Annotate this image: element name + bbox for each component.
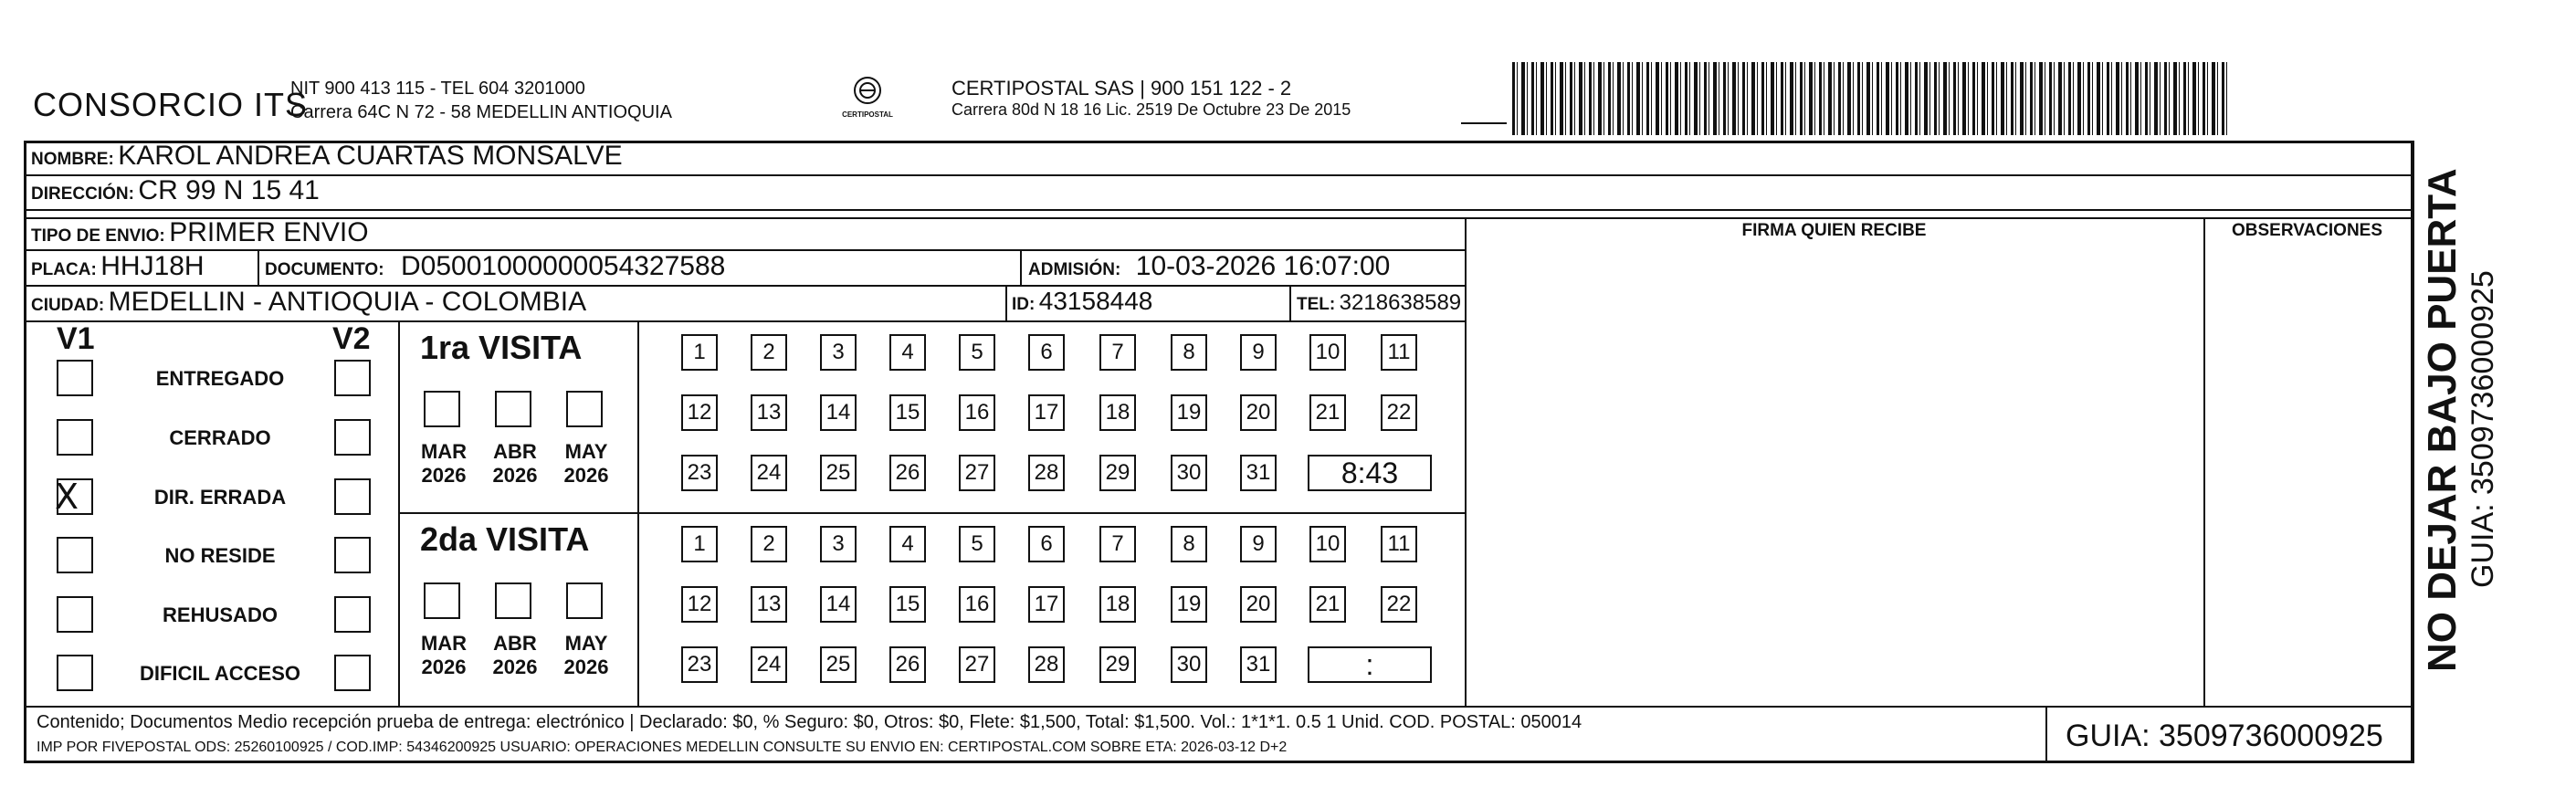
day-box[interactable]: 11 <box>1381 526 1417 562</box>
month-checkbox[interactable] <box>495 582 531 619</box>
placa-label: PLACA: <box>31 260 97 279</box>
day-box[interactable]: 20 <box>1240 586 1277 623</box>
day-box[interactable]: 23 <box>681 646 718 683</box>
month-label <box>416 440 471 488</box>
day-box[interactable]: 16 <box>959 586 995 623</box>
divider <box>1020 249 1022 285</box>
tel-label: TEL: <box>1297 295 1336 314</box>
v2-checkbox[interactable] <box>334 655 371 691</box>
day-box[interactable]: 29 <box>1099 646 1136 683</box>
divider <box>637 320 639 706</box>
v1-label: V1 <box>57 321 95 356</box>
company-name: CONSORCIO ITS <box>33 86 309 123</box>
month-label <box>488 632 542 679</box>
day-box[interactable]: 3 <box>820 334 857 371</box>
day-box[interactable]: 10 <box>1309 334 1346 371</box>
day-box[interactable]: 14 <box>820 394 857 431</box>
placa-row <box>31 251 205 282</box>
direccion-value: CR 99 N 15 41 <box>138 175 320 205</box>
visit-title: 2da VISITA <box>420 520 590 558</box>
direccion-label: DIRECCIÓN: <box>31 184 134 204</box>
firma-header: FIRMA QUIEN RECIBE <box>1741 221 1927 240</box>
day-box[interactable]: 25 <box>820 646 857 683</box>
day-box[interactable]: 2 <box>751 526 787 562</box>
documento-value: D05001000000054327588 <box>401 251 726 281</box>
day-box[interactable]: 26 <box>889 455 926 491</box>
divider <box>258 249 259 285</box>
day-box[interactable]: 1 <box>681 526 718 562</box>
day-box[interactable]: 6 <box>1028 526 1065 562</box>
id-row <box>1012 287 1152 316</box>
day-box[interactable]: 22 <box>1381 586 1417 623</box>
divider <box>24 706 2414 708</box>
day-box[interactable]: 7 <box>1099 334 1136 371</box>
day-box[interactable]: 8 <box>1171 526 1207 562</box>
handwritten-x-mark: X <box>55 477 79 517</box>
v1-checkbox[interactable] <box>57 596 93 633</box>
day-box[interactable]: 29 <box>1099 455 1136 491</box>
status-label: CERRADO <box>169 426 271 449</box>
nombre-label: NOMBRE: <box>31 150 114 169</box>
admision-value: 10-03-2026 16:07:00 <box>1135 251 1391 281</box>
placa-value: HHJ18H <box>100 251 205 281</box>
v2-checkbox[interactable] <box>334 478 371 515</box>
day-box[interactable]: 19 <box>1171 586 1207 623</box>
month-name: MAY <box>564 632 608 655</box>
divider <box>2411 141 2413 763</box>
day-box[interactable]: 6 <box>1028 334 1065 371</box>
month-checkbox[interactable] <box>566 391 603 427</box>
time-box[interactable]: 8:43 <box>1308 455 1432 491</box>
month-year: 2026 <box>563 464 609 487</box>
carrier-address: Carrera 80d N 18 16 Lic. 2519 De Octubre 23 De 2015 <box>952 100 1351 119</box>
observations-area[interactable] <box>2205 252 2409 704</box>
day-box[interactable]: 4 <box>889 526 926 562</box>
visit-title: 1ra VISITA <box>420 329 583 366</box>
day-box[interactable]: 13 <box>751 394 787 431</box>
barcode <box>1512 62 2229 135</box>
month-label <box>559 632 614 679</box>
direccion-row <box>31 175 320 206</box>
v2-checkbox[interactable] <box>334 419 371 456</box>
month-name: ABR <box>493 632 537 655</box>
ciudad-row <box>31 287 586 318</box>
v2-label: V2 <box>332 321 371 356</box>
status-label: REHUSADO <box>163 603 278 626</box>
tipo-label: TIPO DE ENVIO: <box>31 226 165 246</box>
day-box[interactable]: 10 <box>1309 526 1346 562</box>
tel-row <box>1297 290 1461 316</box>
logo-icon <box>852 75 883 106</box>
month-year: 2026 <box>421 464 467 487</box>
time-box[interactable]: : <box>1308 646 1432 683</box>
day-box[interactable]: 9 <box>1240 334 1277 371</box>
month-name: MAY <box>564 440 608 463</box>
month-year: 2026 <box>492 656 538 678</box>
id-label: ID: <box>1012 295 1036 314</box>
day-box[interactable]: 23 <box>681 455 718 491</box>
nombre-row <box>31 141 623 172</box>
nombre-value: KAROL ANDREA CUARTAS MONSALVE <box>118 141 623 171</box>
day-box[interactable]: 18 <box>1099 586 1136 623</box>
day-box[interactable]: 17 <box>1028 394 1065 431</box>
footer-content: Contenido; Documentos Medio recepción prueba de entrega: electrónico | Declarado: $0, % Seguro: $0, Otros: $0, Flete: $1,500, Total: $1,500. Vol.: 1*1*1. 0.5 1 Unid. COD. POSTAL: 050014 <box>37 712 1582 732</box>
month-label <box>488 440 542 488</box>
day-box[interactable]: 12 <box>681 394 718 431</box>
v1-checkbox[interactable] <box>57 360 93 396</box>
v2-checkbox[interactable] <box>334 537 371 573</box>
footer-guia: GUIA: 3509736000925 <box>2066 719 2383 753</box>
day-box[interactable]: 3 <box>820 526 857 562</box>
admision-row <box>1028 251 1390 282</box>
day-box[interactable]: 31 <box>1240 455 1277 491</box>
status-label: ENTREGADO <box>155 367 285 390</box>
logo-text: CERTIPOSTAL <box>842 110 893 119</box>
day-box[interactable]: 27 <box>959 646 995 683</box>
day-box[interactable]: 13 <box>751 586 787 623</box>
ciudad-label: CIUDAD: <box>31 296 105 315</box>
certipostal-logo <box>840 75 895 119</box>
documento-row <box>265 251 725 282</box>
side-guia: GUIA: 3509736000925 <box>2466 270 2500 588</box>
divider <box>398 320 400 706</box>
day-box[interactable]: 12 <box>681 586 718 623</box>
v1-checkbox[interactable] <box>57 419 93 456</box>
status-label: DIFICIL ACCESO <box>139 662 300 685</box>
day-box[interactable]: 8 <box>1171 334 1207 371</box>
tipo-row <box>31 217 369 248</box>
day-box[interactable]: 28 <box>1028 646 1065 683</box>
no-dejar-warning: NO DEJAR BAJO PUERTA <box>2420 168 2465 672</box>
v1-checkbox[interactable] <box>57 655 93 691</box>
ciudad-value: MEDELLIN - ANTIOQUIA - COLOMBIA <box>108 287 587 317</box>
divider <box>24 217 2414 219</box>
day-box[interactable]: 26 <box>889 646 926 683</box>
company-info <box>290 77 672 124</box>
month-year: 2026 <box>421 656 467 678</box>
barcode-lead-line <box>1461 122 1507 124</box>
month-year: 2026 <box>492 464 538 487</box>
documento-label: DOCUMENTO: <box>265 260 384 279</box>
day-box[interactable]: 22 <box>1381 394 1417 431</box>
month-checkbox[interactable] <box>495 391 531 427</box>
divider <box>2045 706 2047 763</box>
day-box[interactable]: 11 <box>1381 334 1417 371</box>
day-box[interactable]: 21 <box>1309 394 1346 431</box>
day-box[interactable]: 16 <box>959 394 995 431</box>
day-box[interactable]: 7 <box>1099 526 1136 562</box>
company-address: Carrera 64C N 72 - 58 MEDELLIN ANTIOQUIA <box>290 102 672 122</box>
month-name: ABR <box>493 440 537 463</box>
divider <box>398 512 1467 514</box>
month-checkbox[interactable] <box>424 582 460 619</box>
day-box[interactable]: 24 <box>751 455 787 491</box>
day-box[interactable]: 30 <box>1171 646 1207 683</box>
company-nit: NIT 900 413 115 - TEL 604 3201000 <box>290 79 585 99</box>
signature-area[interactable] <box>1467 252 2202 704</box>
day-box[interactable]: 5 <box>959 334 995 371</box>
day-box[interactable]: 9 <box>1240 526 1277 562</box>
month-name: MAR <box>420 632 468 655</box>
day-box[interactable]: 17 <box>1028 586 1065 623</box>
carrier-nit: CERTIPOSTAL SAS | 900 151 122 - 2 <box>952 77 1292 100</box>
day-box[interactable]: 4 <box>889 334 926 371</box>
day-box[interactable]: 15 <box>889 586 926 623</box>
tipo-value: PRIMER ENVIO <box>169 217 369 247</box>
divider <box>1289 285 1291 320</box>
divider <box>1005 285 1007 320</box>
footer-print-info: IMP POR FIVEPOSTAL ODS: 25260100925 / COD.IMP: 54346200925 USUARIO: OPERACIONES MEDELLIN CONSULTE SU ENVIO EN: CERTIPOSTAL.COM SOBRE ETA: 2026-03-12 D+2 <box>37 740 1288 755</box>
divider <box>24 209 2414 211</box>
divider <box>24 320 1467 322</box>
day-box[interactable]: 1 <box>681 334 718 371</box>
day-box[interactable]: 30 <box>1171 455 1207 491</box>
tel-value: 3218638589 <box>1339 290 1462 315</box>
v1-checkbox[interactable] <box>57 537 93 573</box>
day-box[interactable]: 2 <box>751 334 787 371</box>
month-checkbox[interactable] <box>566 582 603 619</box>
day-box[interactable]: 15 <box>889 394 926 431</box>
side-text <box>2420 161 2501 672</box>
day-box[interactable]: 20 <box>1240 394 1277 431</box>
day-box[interactable]: 27 <box>959 455 995 491</box>
month-label <box>559 440 614 488</box>
month-label <box>416 632 471 679</box>
day-box[interactable]: 31 <box>1240 646 1277 683</box>
day-box[interactable]: 19 <box>1171 394 1207 431</box>
month-name: MAR <box>420 440 468 463</box>
divider <box>24 174 2414 176</box>
day-box[interactable]: 28 <box>1028 455 1065 491</box>
day-box[interactable]: 18 <box>1099 394 1136 431</box>
day-box[interactable]: 21 <box>1309 586 1346 623</box>
id-value: 43158448 <box>1038 287 1153 315</box>
month-checkbox[interactable] <box>424 391 460 427</box>
day-box[interactable]: 14 <box>820 586 857 623</box>
month-year: 2026 <box>563 656 609 678</box>
v2-checkbox[interactable] <box>334 596 371 633</box>
status-label: DIR. ERRADA <box>153 486 287 509</box>
day-box[interactable]: 25 <box>820 455 857 491</box>
day-box[interactable]: 24 <box>751 646 787 683</box>
status-label: NO RESIDE <box>164 544 276 567</box>
admision-label: ADMISIÓN: <box>1028 260 1121 279</box>
observaciones-header: OBSERVACIONES <box>2231 221 2383 240</box>
day-box[interactable]: 5 <box>959 526 995 562</box>
v2-checkbox[interactable] <box>334 360 371 396</box>
carrier-info <box>952 77 1351 120</box>
